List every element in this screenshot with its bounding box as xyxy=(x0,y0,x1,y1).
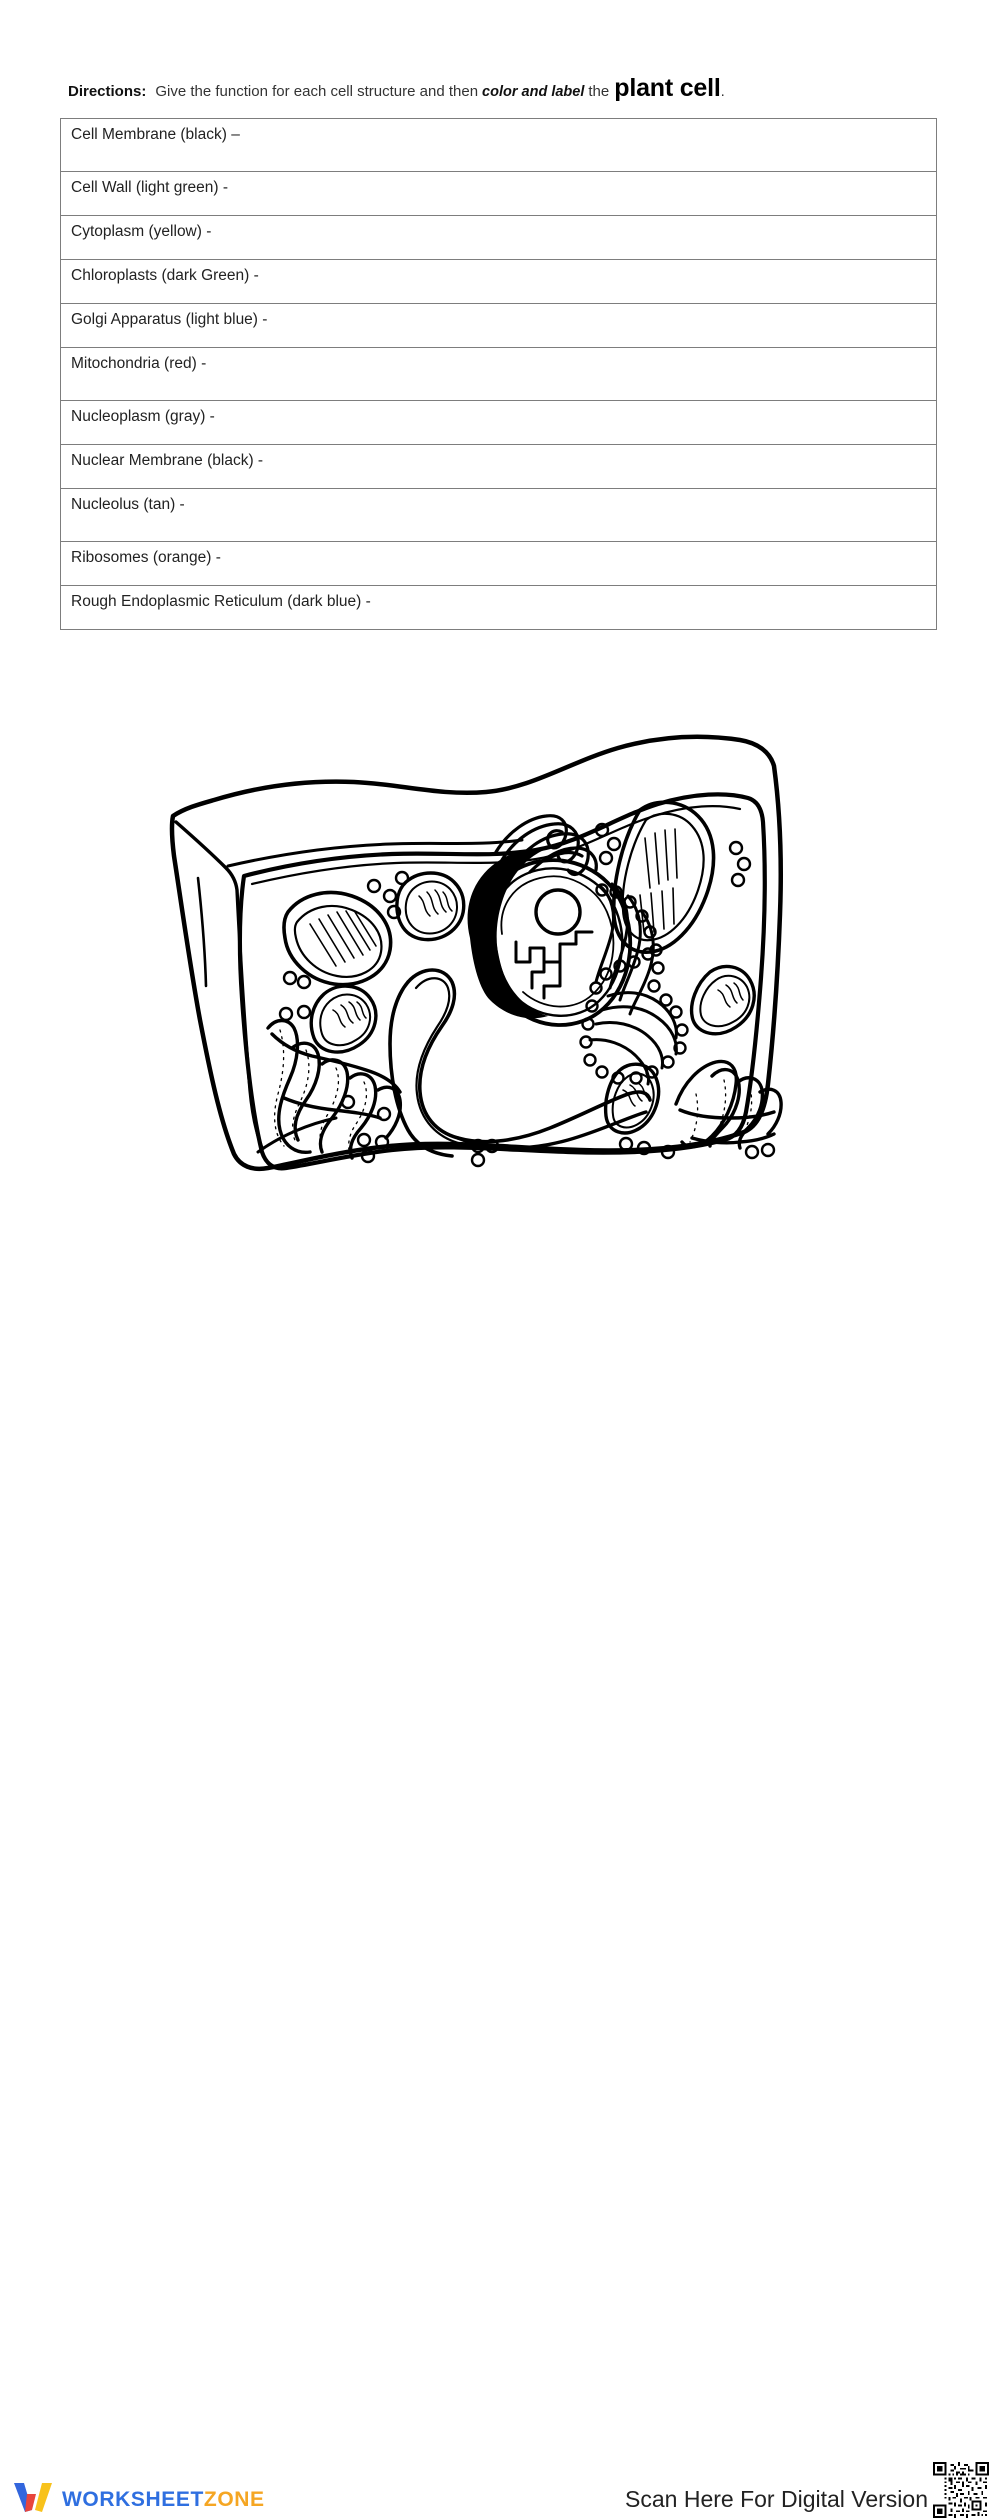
cell-structures-table-body xyxy=(61,119,937,630)
directions-period: . xyxy=(720,83,725,100)
mitochondrion-mid-left xyxy=(311,986,376,1052)
directions-emphasis-text: color and label xyxy=(482,84,585,100)
structure-answer-cell[interactable]: Cell Membrane (black) – xyxy=(61,119,937,172)
table-row[interactable] xyxy=(61,216,937,260)
directions-subject-text: plant cell xyxy=(614,74,721,102)
brand-name-first: WORKSHEET xyxy=(62,2488,204,2511)
structure-answer-cell[interactable]: Ribosomes (orange) - xyxy=(61,542,937,586)
table-row[interactable] xyxy=(61,172,937,216)
worksheet-zone-logo-icon xyxy=(12,2480,56,2514)
structure-answer-cell[interactable]: Chloroplasts (dark Green) - xyxy=(61,260,937,304)
chromatin-strands xyxy=(516,932,592,998)
qr-code-icon[interactable] xyxy=(933,2462,989,2518)
page-footer xyxy=(0,1228,1000,2512)
directions-connector-text: the xyxy=(588,83,610,100)
mitochondrion-right xyxy=(692,966,755,1033)
chloroplast-upper-left xyxy=(284,893,391,985)
structure-answer-cell[interactable]: Nucleolus (tan) - xyxy=(61,489,937,542)
table-row[interactable] xyxy=(61,445,937,489)
table-row[interactable] xyxy=(61,260,937,304)
cell-wall-left-inner-tick xyxy=(198,878,206,986)
plant-cell-diagram xyxy=(140,700,810,1190)
structure-answer-cell[interactable]: Cytoplasm (yellow) - xyxy=(61,216,937,260)
table-row[interactable] xyxy=(61,489,937,542)
structure-answer-cell[interactable]: Nucleoplasm (gray) - xyxy=(61,401,937,445)
mitochondrion-cristae xyxy=(419,890,452,916)
table-row[interactable] xyxy=(61,401,937,445)
nucleolus xyxy=(536,890,580,934)
brand-wordmark xyxy=(62,2488,265,2512)
mitochondrion-cristae xyxy=(333,1002,366,1027)
table-row[interactable] xyxy=(61,348,937,401)
structure-answer-cell[interactable]: Rough Endoplasmic Reticulum (dark blue) - xyxy=(61,586,937,630)
table-row[interactable] xyxy=(61,304,937,348)
structure-answer-cell[interactable]: Cell Wall (light green) - xyxy=(61,172,937,216)
nucleus xyxy=(468,849,631,1025)
directions-body-text: Give the function for each cell structure and then xyxy=(155,83,479,100)
structure-answer-cell[interactable]: Mitochondria (red) - xyxy=(61,348,937,401)
table-row[interactable] xyxy=(61,542,937,586)
mitochondrion-cristae xyxy=(718,983,743,1007)
rough-endoplasmic-reticulum xyxy=(581,884,688,1084)
structure-answer-cell[interactable]: Nuclear Membrane (black) - xyxy=(61,445,937,489)
directions-line xyxy=(68,74,948,108)
directions-label: Directions: xyxy=(68,83,147,100)
table-row[interactable] xyxy=(61,119,937,172)
cell-structures-table xyxy=(60,118,937,630)
brand-name-second: ZONE xyxy=(203,2488,265,2511)
table-row[interactable] xyxy=(61,586,937,630)
structure-answer-cell[interactable]: Golgi Apparatus (light blue) - xyxy=(61,304,937,348)
scan-instruction-text: Scan Here For Digital Version xyxy=(625,2486,928,2512)
